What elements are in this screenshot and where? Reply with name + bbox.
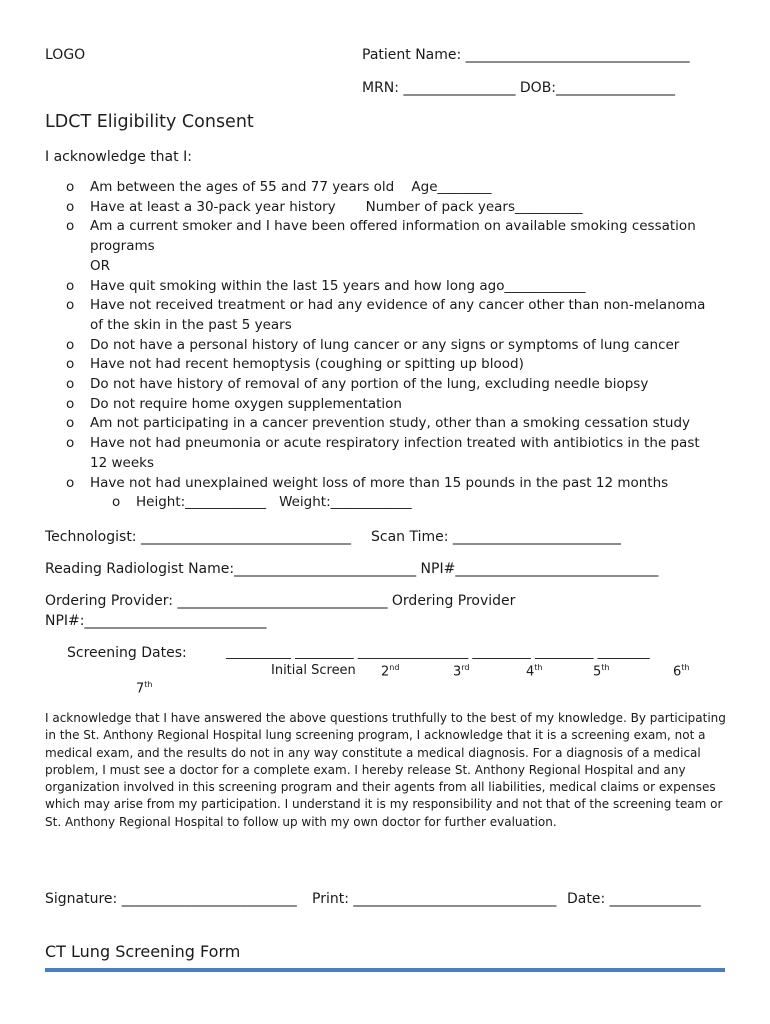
bullet-icon: o	[66, 277, 75, 294]
initial-screen-label: Initial Screen	[271, 663, 356, 678]
screen-3rd-label: 3rd	[453, 663, 470, 680]
footer-divider	[45, 968, 725, 972]
list-item: o Have at least a 30-pack year history Number of pack years__________	[66, 198, 705, 218]
screen-6th-label: 6th	[673, 663, 690, 680]
ordering-provider-npi-field[interactable]: NPI#:__________________________	[45, 613, 267, 629]
age-field[interactable]: Age________	[411, 179, 492, 195]
screen-5th-label: 5th	[593, 663, 610, 680]
list-subitem	[66, 493, 705, 513]
document-title: LDCT Eligibility Consent	[45, 112, 254, 132]
list-item-continuation: programs	[90, 238, 155, 255]
ordering-provider-field[interactable]: Ordering Provider: ______________________________ Ordering Provider	[45, 593, 516, 609]
footer-title: CT Lung Screening Form	[45, 942, 241, 961]
bullet-icon: o	[66, 474, 75, 491]
technologist-field[interactable]: Technologist: ______________________________	[45, 529, 351, 545]
print-name-field[interactable]: Print: _____________________________	[312, 891, 557, 907]
list-item: o Have not had pneumonia or acute respiratory infection treated with antibiotics in the past	[66, 434, 705, 454]
height-field[interactable]: Height:____________	[136, 494, 267, 511]
list-item: o Am a current smoker and I have been offered information on available smoking cessation	[66, 217, 705, 237]
bullet-icon: o	[66, 435, 75, 452]
bullet-icon: o	[66, 336, 75, 353]
patient-name-field[interactable]: Patient Name: ________________________________	[362, 47, 690, 63]
list-item-continuation: of the skin in the past 5 years	[90, 316, 292, 333]
bullet-icon: o	[66, 179, 75, 195]
date-field[interactable]: Date: _____________	[567, 891, 701, 907]
acknowledgement-paragraph: I acknowledge that I have answered the above questions truthfully to the best of my knowledge. By participating in the St. Anthony Regional Hospital lung screening program, I acknowledge that it is a screening exam, not a medical exam, and the results do not in any way constitute a medical diagnosis. For a diagnosis of a medical problem, I must see a doctor for a complete exam. I hereby release St. Anthony Regional Hospital and any organization involved in this screening program and their agents from all liabilities, medical claims or expenses which may arise from my participation. I understand it is my responsibility and not that of the screening team or St. Anthony Regional Hospital to follow up with my own doctor for further evaluation.	[45, 711, 726, 829]
list-item: o Do not have a personal history of lung cancer or any signs or symptoms of lung cancer	[66, 336, 705, 356]
signature-field[interactable]: Signature: _________________________	[45, 891, 297, 907]
bullet-icon: o	[66, 297, 75, 314]
list-item: o Have not received treatment or had any evidence of any cancer other than non-melanoma	[66, 296, 705, 316]
list-item-continuation: OR	[90, 257, 111, 274]
screen-2nd-label: 2nd	[381, 663, 400, 680]
bullet-icon: o	[66, 415, 75, 432]
screen-4th-label: 4th	[526, 663, 543, 680]
list-item: o Am between the ages of 55 and 77 years old Age________	[66, 178, 705, 198]
scan-time-field[interactable]: Scan Time: ________________________	[371, 529, 621, 545]
bullet-icon: o	[66, 198, 75, 215]
list-item: o Have quit smoking within the last 15 years and how long ago____________	[66, 277, 705, 297]
screening-dates-blanks[interactable]: __________ _________ _________________ _________ _________ ________	[226, 645, 650, 660]
list-item-continuation: 12 weeks	[90, 454, 154, 471]
bullet-icon: o	[66, 356, 75, 373]
logo-placeholder: LOGO	[45, 47, 86, 63]
bullet-icon: o	[66, 376, 75, 393]
mrn-dob-field[interactable]: MRN: ________________ DOB:_________________	[362, 80, 676, 96]
list-item: o Do not require home oxygen supplementation	[66, 395, 705, 415]
eligibility-criteria-list	[66, 178, 705, 513]
screen-7th-label: 7th	[136, 680, 153, 697]
radiologist-field[interactable]: Reading Radiologist Name:__________________________ NPI#_____________________________	[45, 561, 659, 577]
bullet-icon: o	[112, 494, 121, 511]
screening-dates-label: Screening Dates:	[67, 645, 187, 661]
list-item: o Do not have history of removal of any portion of the lung, excluding needle biopsy	[66, 375, 705, 395]
intro-text: I acknowledge that I:	[45, 149, 192, 165]
list-item: o Have not had recent hemoptysis (coughing or spitting up blood)	[66, 355, 705, 375]
pack-years-field[interactable]: Number of pack years__________	[365, 198, 583, 215]
weight-field[interactable]: Weight:____________	[279, 494, 412, 511]
list-item: o Have not had unexplained weight loss of more than 15 pounds in the past 12 months	[66, 474, 705, 494]
bullet-icon: o	[66, 218, 75, 235]
bullet-icon: o	[66, 395, 75, 412]
list-item: o Am not participating in a cancer prevention study, other than a smoking cessation study	[66, 414, 705, 434]
